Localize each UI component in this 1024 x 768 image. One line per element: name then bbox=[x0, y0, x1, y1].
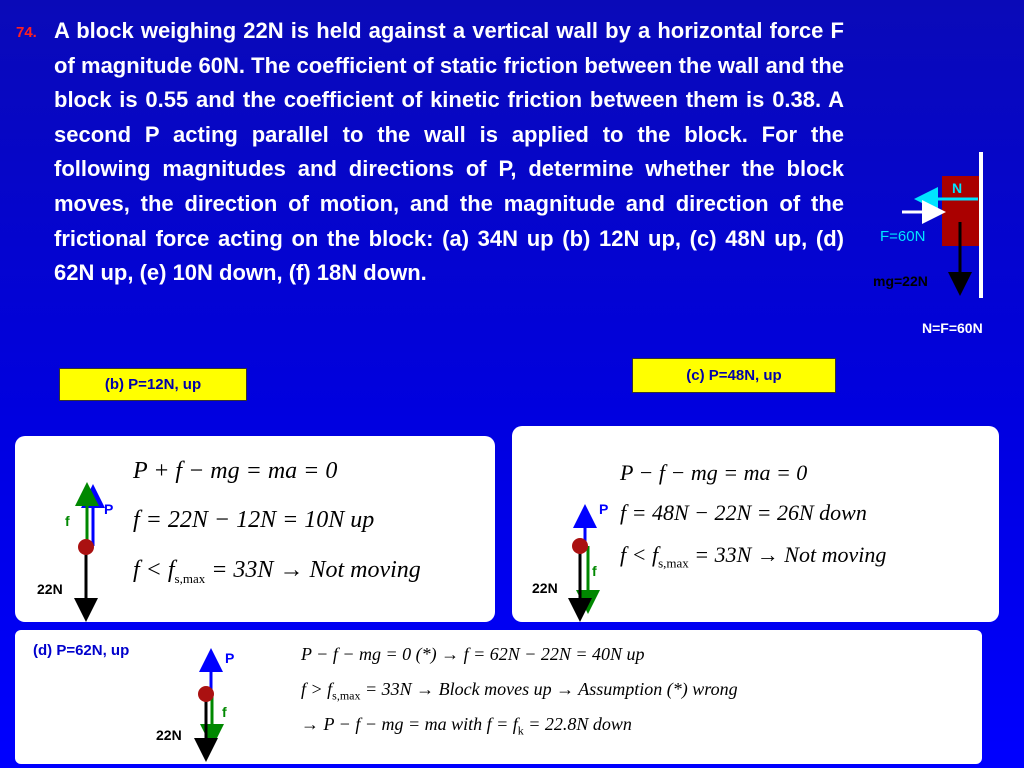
case-b-label: (b) P=12N, up bbox=[59, 368, 247, 401]
wall-diagram-svg bbox=[860, 150, 1020, 340]
weight-label: mg=22N bbox=[873, 273, 928, 289]
p-label: P bbox=[225, 650, 235, 666]
equation-3-right: = 22.8N down bbox=[523, 714, 632, 734]
block-dot bbox=[78, 539, 94, 555]
case-c-label: (c) P=48N, up bbox=[632, 358, 836, 393]
equation-1: P − f − mg = 0 (*) → f = 62N − 22N = 40N up bbox=[301, 644, 645, 664]
normal-equals-label: N=F=60N bbox=[922, 320, 983, 336]
case-d-label: (d) P=62N, up bbox=[33, 642, 130, 659]
block-dot bbox=[198, 686, 214, 702]
equation-3 bbox=[133, 557, 421, 587]
problem-number: 74. bbox=[16, 24, 37, 41]
equation-2 bbox=[301, 679, 738, 704]
equation-3 bbox=[620, 542, 886, 571]
case-b-fbd bbox=[15, 436, 115, 622]
weight-label: 22N bbox=[532, 580, 558, 596]
equation-3-left: → P − f − mg = ma with f = f bbox=[301, 714, 518, 734]
equation-3-left: f < f bbox=[133, 557, 175, 583]
case-c-panel bbox=[512, 426, 999, 622]
equation-3-subscript: s,max bbox=[658, 555, 689, 571]
p-label: P bbox=[599, 501, 609, 517]
equation-3-right: = 33N → Not moving bbox=[205, 557, 421, 583]
equation-2-left: f > f bbox=[301, 679, 333, 699]
p-label: P bbox=[104, 501, 114, 517]
applied-force-label: F=60N bbox=[880, 228, 926, 245]
block-dot bbox=[572, 538, 588, 554]
case-d-fbd bbox=[15, 630, 275, 764]
case-b-panel bbox=[15, 436, 495, 622]
normal-label: N bbox=[952, 180, 963, 196]
problem-text: A block weighing 22N is held against a vertical wall by a horizontal force F of magnitude 60N. The coefficient of static friction between the wall and the block is 0.55 and the coefficient of kinetic friction between them is 0.38. A second P acting parallel to the wall is applied to the block. For the following magnitudes and directions of P, determine whether the block moves, the direction of motion, and the magnitude and direction of the frictional force acting on the block: (a) 34N up (b) 12N up, (c) 48N up, (d) 62N up, (e) 10N down, (f) 18N down. bbox=[54, 18, 844, 286]
equation-3-right: = 33N → Not moving bbox=[688, 542, 887, 567]
equation-3 bbox=[301, 714, 632, 739]
friction-label: f bbox=[592, 563, 597, 579]
equation-1: P + f − mg = ma = 0 bbox=[133, 458, 338, 484]
weight-label: 22N bbox=[156, 727, 182, 743]
equation-3-subscript: s,max bbox=[174, 570, 206, 586]
wall-diagram bbox=[860, 150, 1020, 340]
case-c-fbd bbox=[512, 426, 612, 622]
equation-3-subscript: k bbox=[517, 723, 524, 738]
friction-label: f bbox=[222, 704, 227, 720]
equation-2: f = 22N − 12N = 10N up bbox=[133, 507, 375, 533]
case-d-panel bbox=[15, 630, 982, 764]
equation-1: P − f − mg = ma = 0 bbox=[620, 460, 808, 485]
equation-2-subscript: s,max bbox=[332, 688, 361, 703]
weight-label: 22N bbox=[37, 581, 63, 597]
equation-2: f = 48N − 22N = 26N down bbox=[620, 500, 867, 525]
friction-label: f bbox=[65, 513, 70, 529]
equation-2-right: = 33N → Block moves up → Assumption (*) wrong bbox=[360, 679, 738, 699]
equation-3-left: f < f bbox=[620, 542, 659, 567]
